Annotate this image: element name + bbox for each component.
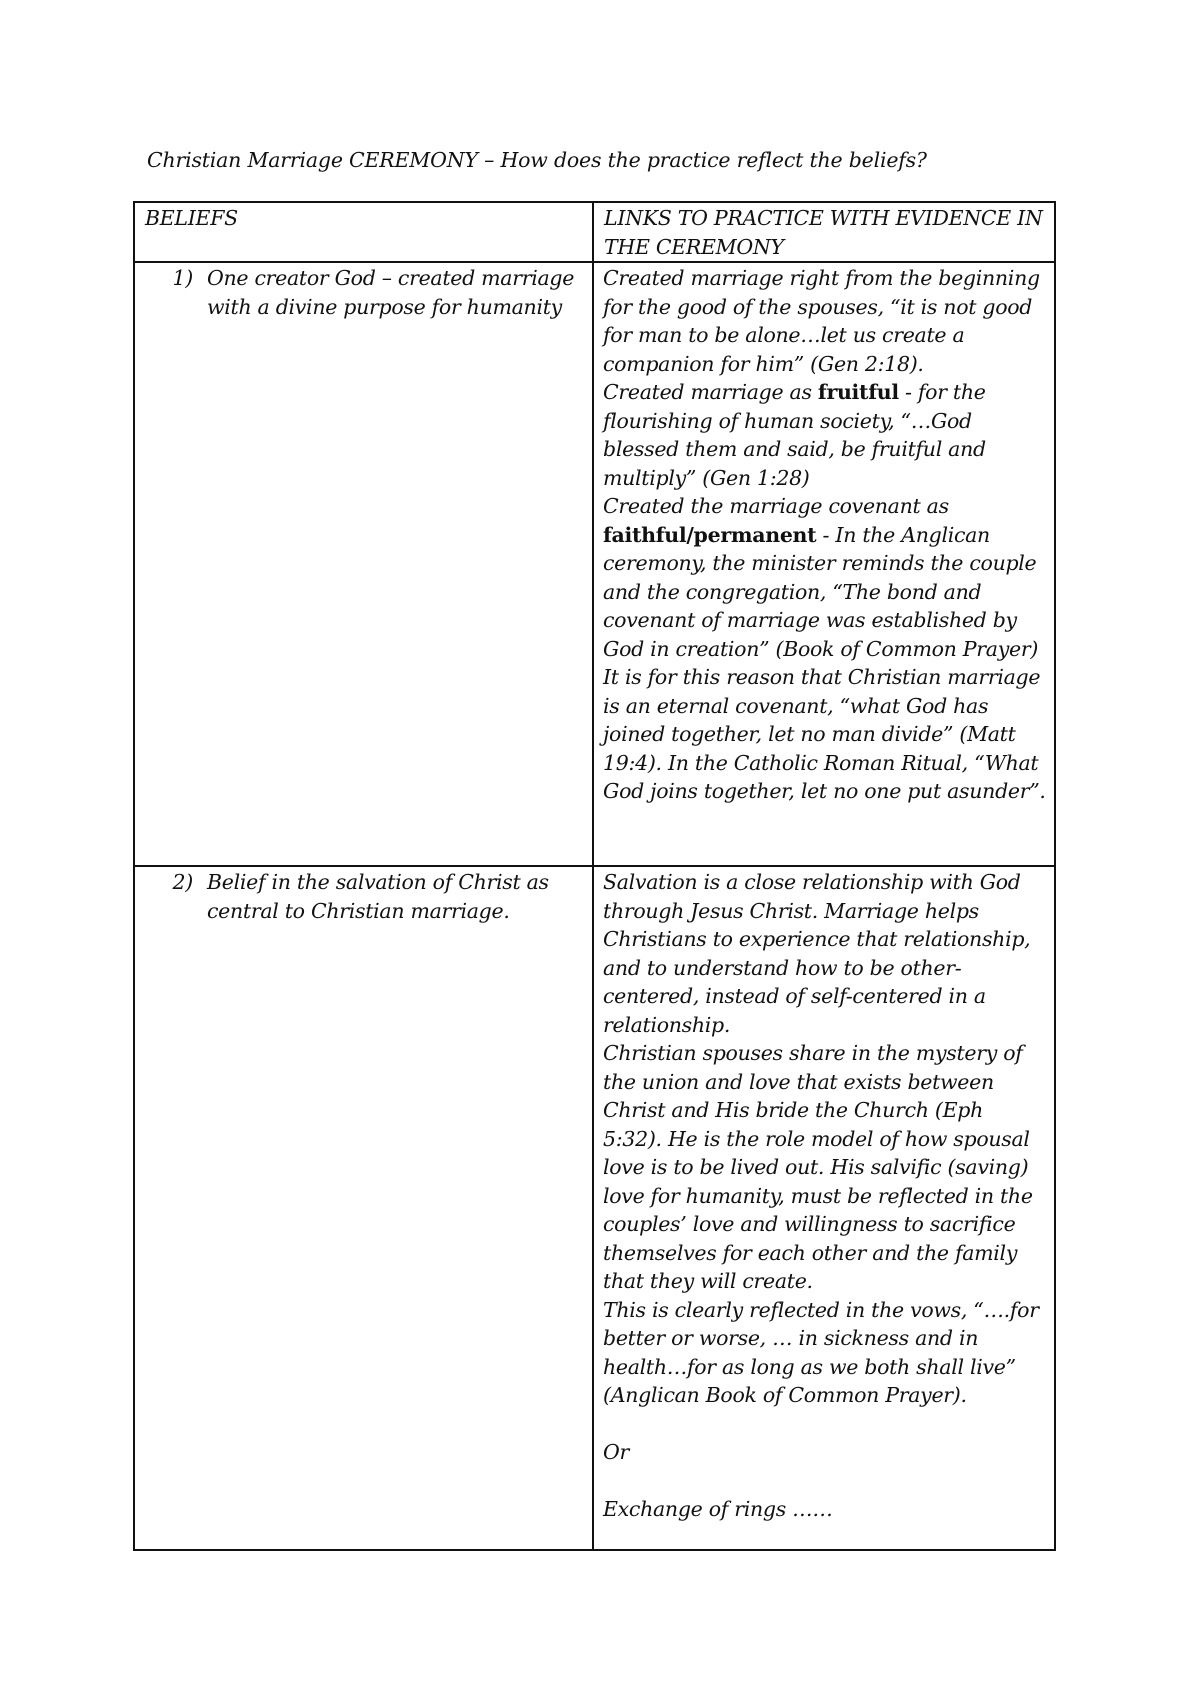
evidence-paragraph: Exchange of rings …… <box>603 1497 833 1521</box>
evidence-paragraph <box>603 492 1046 806</box>
evidence-paragraph: Christian spouses share in the mystery of the union and love that exists between Christ and His bride the Church (Eph 5:32). He is the role model of how spousal love is to be lived out. His salvific (saving) love for humanity, must be reflected in the couples’ love and willingness to sacrifice themselves for each other and the family that they will create. <box>603 1041 1033 1293</box>
paragraph-gap <box>603 1467 1046 1496</box>
belief-item <box>135 867 592 925</box>
evidence-text-run: - for the flourishing of human society, “…God blessed them and said, be fruitful and multiply” (Gen 1:28) <box>603 380 986 490</box>
table-row <box>134 866 1055 1550</box>
emphasis-faithful-permanent: faithful/permanent <box>603 522 817 547</box>
evidence-paragraph: Salvation is a close relationship with God through Jesus Christ. Marriage helps Christians to experience that relationship, and to understand how to be other-centered, instead of self-centered in a relationship. <box>603 870 1031 1037</box>
belief-cell <box>134 262 593 866</box>
header-beliefs-cell <box>134 202 593 262</box>
belief-number: 1) <box>172 266 193 290</box>
header-links-cell <box>593 202 1055 262</box>
evidence-cell <box>593 262 1055 866</box>
header-links-line-1: LINKS TO PRACTICE WITH EVIDENCE IN <box>604 206 1043 230</box>
evidence-paragraph: Created marriage right from the beginning for the good of the spouses, “it is not good for man to be alone…let us create a companion for him” (Gen 2:18). <box>603 266 1040 376</box>
evidence-text <box>594 867 1054 1524</box>
evidence-text-run: Created marriage as <box>603 380 818 404</box>
evidence-text-run: - In the Anglican ceremony, the minister reminds the couple and the congregation, “The bond and covenant of marriage was established by God in creation” (Book of Common Prayer) It is for this reason that Christian marriage is an eternal covenant, “what God has joined together, let no man divide” (Matt 19:4). In the Catholic Roman Ritual, “What God joins together, let no one put asunder”. <box>603 522 1046 803</box>
evidence-paragraph: Or <box>603 1440 630 1464</box>
evidence-paragraph: This is clearly reflected in the vows, “….for better or worse, … in sickness and in health…for as long as we both shall live” (Anglican Book of Common Prayer). <box>603 1297 1039 1407</box>
header-links-line-2: THE CEREMONY <box>604 234 784 259</box>
belief-number: 2) <box>172 870 193 894</box>
belief-text: Belief in the salvation of Christ as central to Christian marriage. <box>207 870 549 923</box>
header-links <box>594 203 1054 261</box>
evidence-text <box>594 263 1054 806</box>
belief-cell <box>134 866 593 1550</box>
evidence-paragraph <box>603 378 1046 492</box>
evidence-text-run: Created the marriage covenant as <box>603 494 949 518</box>
document-title: Christian Marriage CEREMONY – How does the practice reflect the beliefs? <box>147 148 927 172</box>
table-header-row <box>134 202 1055 262</box>
paragraph-gap <box>603 1410 1046 1439</box>
evidence-cell <box>593 866 1055 1550</box>
header-beliefs: BELIEFS <box>145 206 238 230</box>
emphasis-fruitful: fruitful <box>817 380 899 404</box>
table-row <box>134 262 1055 866</box>
belief-item <box>135 263 592 321</box>
belief-text: One creator God – created marriage with a divine purpose for humanity <box>207 266 575 319</box>
beliefs-practice-table <box>133 201 1056 1551</box>
